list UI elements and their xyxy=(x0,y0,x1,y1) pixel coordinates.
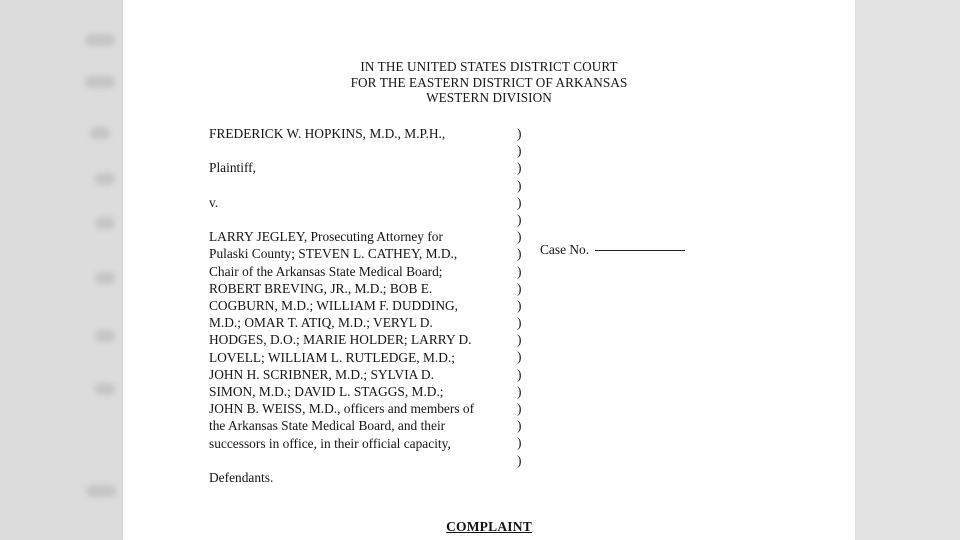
defendant-line: ROBERT BREVING, JR., M.D.; BOB E. xyxy=(209,280,433,296)
parenthesis: ) xyxy=(517,263,522,279)
case-number-label: Case No. xyxy=(540,242,590,257)
defendant-line: successors in office, in their official capacity, xyxy=(209,435,451,451)
defendant-line: JOHN B. WEISS, M.D., officers and members of xyxy=(209,401,475,417)
defendant-line: Pulaski County; STEVEN L. CATHEY, M.D., xyxy=(209,246,458,262)
blurred-text xyxy=(90,127,110,139)
court-line: IN THE UNITED STATES DISTRICT COURT xyxy=(360,59,618,74)
defendant-line: M.D.; OMAR T. ATIQ, M.D.; VERYL D. xyxy=(209,315,433,331)
parenthesis: ) xyxy=(517,297,522,313)
document-page xyxy=(123,0,855,540)
case-caption xyxy=(209,125,504,486)
blurred-text xyxy=(95,173,115,185)
defendant-line: Chair of the Arkansas State Medical Board; xyxy=(209,263,443,279)
blurred-text xyxy=(85,76,115,88)
parenthesis: ) xyxy=(517,452,522,468)
parenthesis: ) xyxy=(517,211,522,227)
parenthesis: ) xyxy=(517,246,522,262)
court-line: WESTERN DIVISION xyxy=(426,90,552,105)
case-number-blank xyxy=(595,250,685,251)
blurred-text xyxy=(95,272,115,284)
blurred-text xyxy=(95,383,115,395)
parenthesis: ) xyxy=(517,280,522,296)
parenthesis: ) xyxy=(517,383,522,399)
parenthesis: ) xyxy=(517,177,522,193)
parenthesis: ) xyxy=(517,349,522,365)
defendant-line: JOHN H. SCRIBNER, M.D.; SYLVIA D. xyxy=(209,366,434,382)
defendant-line: HODGES, D.O.; MARIE HOLDER; LARRY D. xyxy=(209,332,472,348)
defendant-line: LOVELL; WILLIAM L. RUTLEDGE, M.D.; xyxy=(209,349,455,365)
court-line: FOR THE EASTERN DISTRICT OF ARKANSAS xyxy=(350,74,628,90)
parenthesis: ) xyxy=(517,401,522,416)
blurred-background-left xyxy=(0,0,123,540)
blurred-text xyxy=(95,217,115,229)
plaintiff-name: FREDERICK W. HOPKINS, M.D., M.P.H., xyxy=(209,126,446,141)
parenthesis: ) xyxy=(517,143,522,159)
defendant-line: LARRY JEGLEY, Prosecuting Attorney for xyxy=(209,229,443,245)
parenthesis: ) xyxy=(517,315,522,331)
court-heading xyxy=(123,59,855,106)
defendant-line: the Arkansas State Medical Board, and their xyxy=(209,418,446,434)
parenthesis: ) xyxy=(517,435,522,451)
blurred-text xyxy=(86,485,116,497)
blurred-text xyxy=(85,34,115,46)
parenthesis: ) xyxy=(517,418,522,434)
blurred-background-right xyxy=(855,0,960,540)
parenthesis: ) xyxy=(517,160,522,176)
parenthesis: ) xyxy=(517,229,522,245)
defendant-line: COGBURN, M.D.; WILLIAM F. DUDDING, xyxy=(209,297,459,313)
parenthesis: ) xyxy=(517,126,522,141)
versus-label: v. xyxy=(209,194,219,210)
case-number xyxy=(540,241,685,258)
plaintiff-label: Plaintiff, xyxy=(209,160,256,176)
defendants-label: Defendants. xyxy=(209,470,274,485)
parenthesis: ) xyxy=(517,332,522,348)
complaint-title: COMPLAINT xyxy=(446,519,532,534)
defendant-line: SIMON, M.D.; DAVID L. STAGGS, M.D.; xyxy=(209,384,444,399)
parenthesis: ) xyxy=(517,366,522,382)
parenthesis: ) xyxy=(517,194,522,210)
caption-parentheses xyxy=(517,125,529,469)
blurred-text xyxy=(95,330,115,342)
